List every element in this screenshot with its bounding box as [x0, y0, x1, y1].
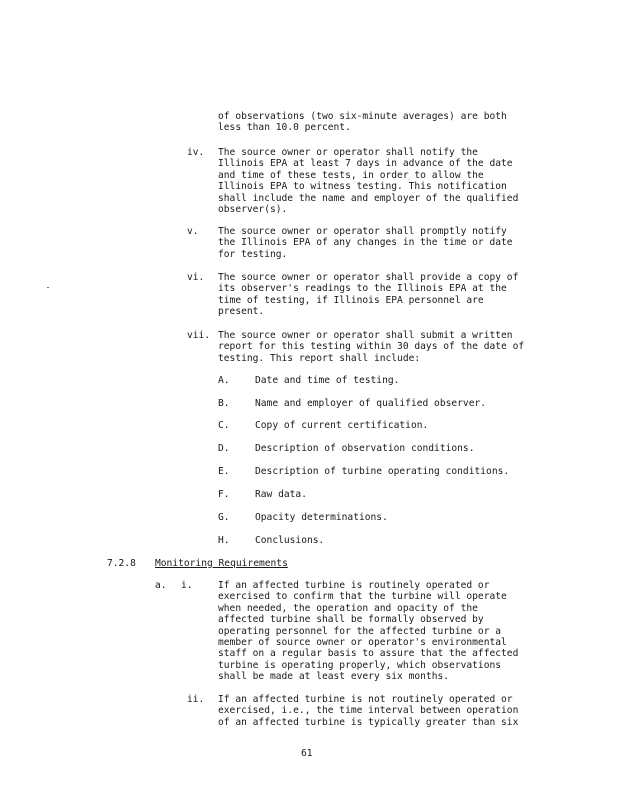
- subitem-letter: H.: [218, 535, 230, 546]
- subitem-letter: E.: [218, 466, 230, 477]
- subitem-text: Raw data.: [255, 489, 307, 500]
- subitem-text: Description of observation conditions.: [255, 443, 475, 454]
- text-line: The source owner or operator shall promptly notify: [218, 226, 507, 237]
- text-line: less than 10.0 percent.: [218, 122, 351, 134]
- text-line: operating personnel for the affected turbine or a: [218, 625, 502, 637]
- subitem-text: Opacity determinations.: [255, 512, 388, 523]
- text-line: observer(s).: [218, 204, 288, 216]
- text-line: testing. This report shall include:: [218, 352, 421, 364]
- subitem-letter: F.: [218, 489, 230, 500]
- text-line: report for this testing within 30 days of the date of: [218, 341, 525, 353]
- subitem-text: Copy of current certification.: [255, 420, 429, 431]
- item-iv-text: [218, 147, 518, 215]
- page-number: 61: [301, 748, 313, 759]
- subitem-letter: B.: [218, 398, 230, 409]
- text-line: present.: [218, 306, 265, 318]
- item-number: vi.: [187, 272, 205, 283]
- text-line: The source owner or operator shall provide a copy of: [218, 272, 519, 283]
- text-line: exercised to confirm that the turbine will operate: [218, 591, 507, 603]
- item-number: ii.: [187, 694, 205, 705]
- subitem-letter: A.: [218, 375, 230, 386]
- text-line: its observer's readings to the Illinois EPA at the: [218, 283, 507, 295]
- text-line: The source owner or operator shall notify the: [218, 147, 478, 158]
- text-line: of observations (two six-minute averages) are both: [218, 111, 507, 122]
- continuation-text: [218, 111, 507, 134]
- paragraph-letter: a.: [155, 580, 167, 591]
- item-v-text: [218, 226, 513, 260]
- text-line: turbine is operating properly, which observations: [218, 659, 502, 671]
- text-line: affected turbine shall be formally observed by: [218, 614, 484, 626]
- text-line: when needed, the operation and opacity of the: [218, 602, 478, 614]
- text-line: Illinois EPA to witness testing. This notification: [218, 181, 507, 193]
- text-line: time of testing, if Illinois EPA personnel are: [218, 294, 484, 306]
- subitem-letter: D.: [218, 443, 230, 454]
- text-line: the Illinois EPA of any changes in the time or date: [218, 237, 513, 249]
- subitem-text: Conclusions.: [255, 535, 325, 546]
- text-line: The source owner or operator shall submit a written: [218, 330, 513, 341]
- text-line: staff on a regular basis to assure that the affected: [218, 648, 519, 660]
- text-line: If an affected turbine is routinely operated or: [218, 580, 490, 591]
- item-a-ii-text: [218, 694, 518, 728]
- text-line: Illinois EPA at least 7 days in advance of the date: [218, 158, 513, 170]
- text-line: of an affected turbine is typically greater than six: [218, 716, 519, 728]
- item-a-i-text: [218, 580, 518, 683]
- item-number: iv.: [187, 147, 205, 158]
- scan-speck: [47, 287, 49, 288]
- section-number: 7.2.8: [107, 558, 136, 569]
- subitem-text: Name and employer of qualified observer.: [255, 398, 487, 409]
- text-line: for testing.: [218, 248, 288, 260]
- text-line: shall be made at least every six months.: [218, 671, 450, 683]
- text-line: If an affected turbine is not routinely operated or: [218, 694, 513, 705]
- item-vii-text: [218, 330, 524, 364]
- subitem-text: Date and time of testing.: [255, 375, 400, 386]
- text-line: member of source owner or operator's environmental: [218, 637, 507, 649]
- subitem-letter: C.: [218, 420, 230, 431]
- subitem-text: Description of turbine operating conditions.: [255, 466, 510, 477]
- item-number: vii.: [187, 330, 211, 341]
- subitem-letter: G.: [218, 512, 230, 523]
- item-vi-text: [218, 272, 518, 318]
- text-line: exercised, i.e., the time interval between operation: [218, 705, 519, 717]
- section-title: Monitoring Requirements: [155, 558, 288, 569]
- item-number: v.: [187, 226, 199, 237]
- item-number: i.: [181, 580, 193, 591]
- text-line: shall include the name and employer of the qualified: [218, 192, 519, 204]
- text-line: and time of these tests, in order to allow the: [218, 169, 484, 181]
